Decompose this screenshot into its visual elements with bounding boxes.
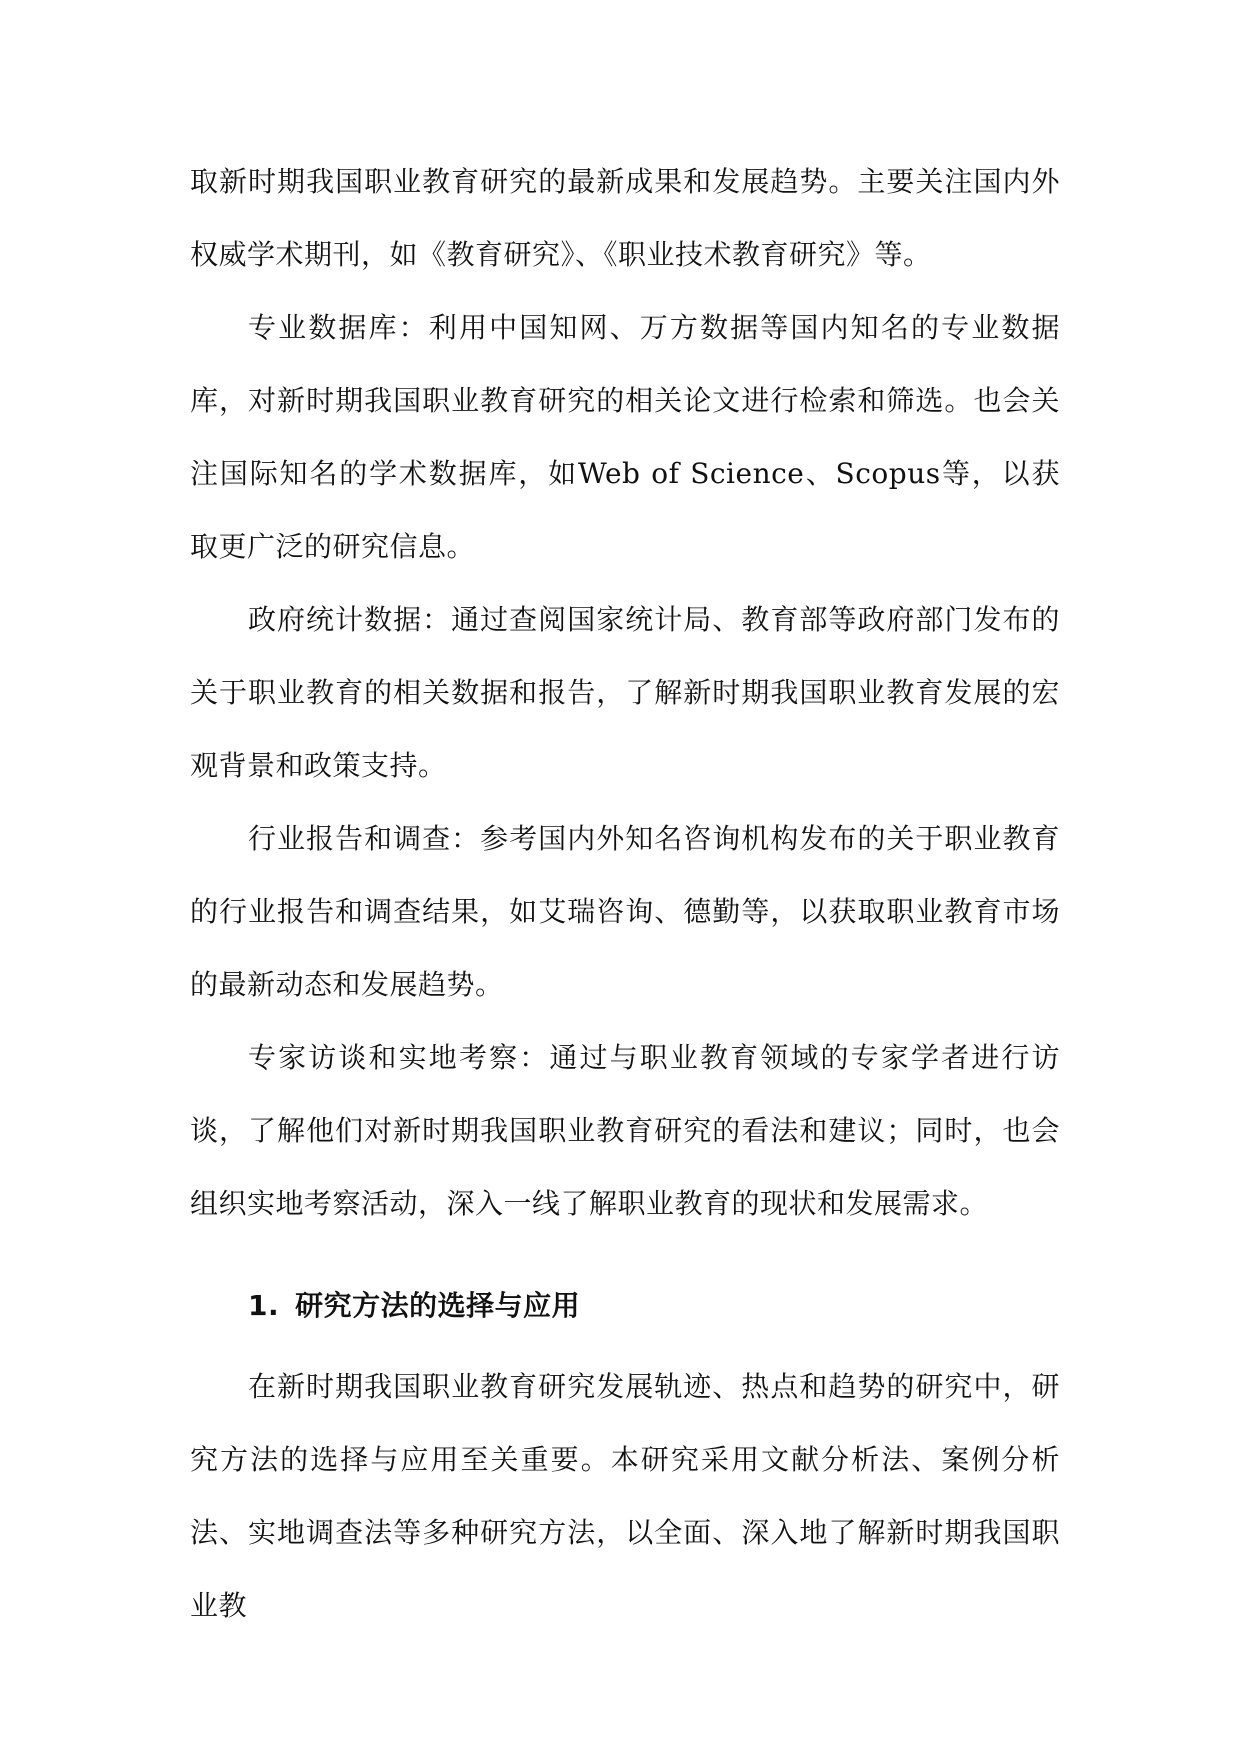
paragraph-expert-interviews: 专家访谈和实地考察：通过与职业教育领域的专家学者进行访谈，了解他们对新时期我国职业教育研究的看法和建议；同时，也会组织实地考察活动，深入一线了解职业教育的现状和发展需求。 xyxy=(190,1041,1060,1220)
section-heading xyxy=(190,1262,1060,1350)
paragraph-professional-databases: 专业数据库：利用中国知网、万方数据等国内知名的专业数据库，对新时期我国职业教育研究的相关论文进行检索和筛选。也会关注国际知名的学术数据库，如Web of Science、Scopus等，以获取更广泛的研究信息。 xyxy=(190,311,1060,563)
paragraph-journals-continuation: 取新时期我国职业教育研究的最新成果和发展趋势。主要关注国内外权威学术期刊，如《教育研究》、《职业技术教育研究》等。 xyxy=(190,165,1060,271)
document-body xyxy=(190,145,1060,1642)
section-heading-title: 研究方法的选择与应用 xyxy=(295,1289,581,1322)
section-heading-number: 1. xyxy=(248,1289,280,1322)
paragraph-research-methods: 在新时期我国职业教育研究发展轨迹、热点和趋势的研究中，研究方法的选择与应用至关重要。本研究采用文献分析法、案例分析法、实地调查法等多种研究方法，以全面、深入地了解新时期我国职业教 xyxy=(190,1370,1060,1622)
paragraph-government-statistics: 政府统计数据：通过查阅国家统计局、教育部等政府部门发布的关于职业教育的相关数据和报告，了解新时期我国职业教育发展的宏观背景和政策支持。 xyxy=(190,603,1060,782)
paragraph-industry-reports: 行业报告和调查：参考国内外知名咨询机构发布的关于职业教育的行业报告和调查结果，如艾瑞咨询、德勤等，以获取职业教育市场的最新动态和发展趋势。 xyxy=(190,822,1060,1001)
